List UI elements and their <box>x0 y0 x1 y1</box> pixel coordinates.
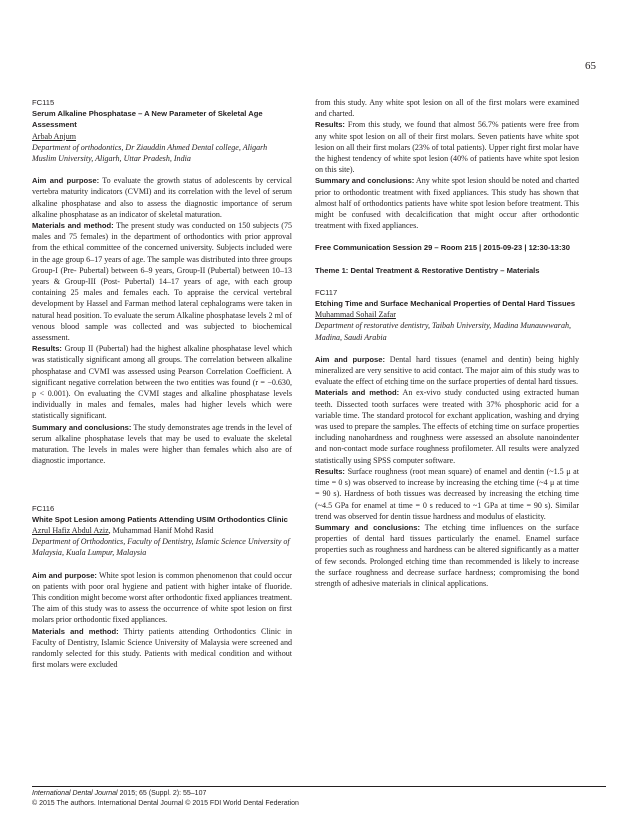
theme-heading: Theme 1: Dental Treatment & Restorative Dentistry – Materials <box>315 265 540 275</box>
summary-label: Summary and conclusions: <box>315 176 415 186</box>
summary-label: Summary and conclusions: <box>315 522 420 532</box>
abstract-fc116 <box>32 503 292 671</box>
abstract-summary <box>32 422 292 467</box>
page-number: 65 <box>585 60 596 72</box>
left-column <box>32 97 292 670</box>
summary-text: The etching time influences on the surface properties of dental hard tissues particularly the enamel. Enamel surface properties such as roughness and hardness can be altered significantly as a matter of few seconds. Prolonged etching time than recommended is likely to increase the surface roughness and decrease surface hardness; compromising the bond strength of adhesive materials in clinical applications. <box>315 522 580 588</box>
abstract-affiliation: Department of restorative dentistry, Taibah University, Madina Munauwwarah, Madina, Saudi Arabia <box>315 321 572 342</box>
summary-text: Any white spot lesion should be noted and charted prior to orthodontic treatment with fixed appliances. This study has shown that almost half of orthodontics patients have white spot lesion before treatment. This might be confused with decalcification that might occur after orthodontic treatment with fixed appliances. <box>315 176 580 231</box>
author-others: , Muhammad Hanif Mohd Rasid <box>108 525 214 535</box>
results-label: Results: <box>315 120 345 130</box>
abstract-code: FC117 <box>315 287 338 297</box>
summary-label: Summary and conclusions: <box>32 422 132 432</box>
abstract-code: FC115 <box>32 98 55 107</box>
abstract-authors: Arbab Anjum <box>32 131 77 141</box>
abstract-title: White Spot Lesion among Patients Attending USIM Orthodontics Clinic <box>32 514 288 524</box>
aim-label: Aim and purpose: <box>315 354 386 364</box>
results-label: Results: <box>32 344 62 354</box>
abstract-methods <box>32 626 292 671</box>
methods-text: An ex-vivo study conducted using extracted human teeth. Dissected tooth surfaces were treated with 37% phosphoric acid for a variable time. The standard protocol for exchant application, washing and drying was used to prepare the samples. The effects of etching time on surface properties including nanohardness and roughness were assessed an absolute nanoindenter and non-contact mode surface roughness profilometer. All results were analyzed statistically using SPSS computer software. <box>315 388 579 465</box>
abstract-fc115 <box>32 97 292 467</box>
abstract-authors <box>32 525 292 536</box>
abstract-aim <box>315 354 579 388</box>
methods-text: The present study was conducted on 150 subjects (75 males and 75 females) in the department of orthodontics with prior approval from the ethical committee of the concerned university. Subjects included were in the age group 6–17 years of age. The sample was distributed into three groups Group-I (Pre- Pubertal) between 6–9 years, Group-II (Pubertal) between 10–13 years & Group-III (Post- Pubertal) 14–17 years of age, with each group containing 25 males and females each. To appraise the cervical vertebral development by Hassel and Farman method lateral cephalograms were taken in natural head position. To evaluate the serum Alkaline phosphatase levels 2 ml of venous blood sample was collected and was subjected to biochemical assessment. <box>32 221 292 343</box>
aim-text: Dental hard tissues (enamel and dentin) being highly mineralized are very sensitive to acid contact. The major aim of this study was to evaluate the effect of etching time on the surface properties of dental hard tissues. <box>315 354 579 387</box>
author-presenting: Azrul Hafiz Abdul Aziz <box>32 525 109 535</box>
abstract-authors: Muhammad Sohail Zafar <box>315 310 396 320</box>
journal-citation <box>32 789 606 799</box>
journal-name: International Dental Journal <box>32 790 118 797</box>
aim-label: Aim and purpose: <box>32 570 97 580</box>
summary-text: The study demonstrates age trends in the level of serum alkaline phosphatase levels that may be used to evaluate the skeletal maturation. The levels in males were higher than females which also are of diagnostic importance. <box>32 422 292 466</box>
abstract-fc117 <box>315 287 579 589</box>
abstract-affiliation: Department of Orthodontics, Faculty of Dentistry, Islamic Science University of Malaysia, Kuala Lumpur, Malaysia <box>32 537 290 558</box>
abstract-title: Etching Time and Surface Mechanical Properties of Dental Hard Tissues <box>315 299 576 309</box>
right-column <box>315 97 579 589</box>
methods-label: Materials and method: <box>32 626 119 636</box>
methods-label: Materials and method: <box>315 388 400 398</box>
abstract-results <box>315 466 579 522</box>
abstract-continuation: from this study. Any white spot lesion on all of the first molars were examined and charted. <box>315 98 579 119</box>
aim-label: Aim and purpose: <box>32 176 100 186</box>
aim-text: White spot lesion is common phenomenon that could occur on patients with poor oral hygiene and patient with higher intake of fluoride. This condition might become worst after orthodontic fixed appliances treatment. The aim of this study was to assess the occurrence of white spot lesion on first molars prior orthodontic fixed appliances. <box>32 570 292 625</box>
abstract-aim <box>32 175 292 220</box>
abstract-code: FC116 <box>32 503 55 513</box>
abstract-aim <box>32 570 292 626</box>
results-text: Group II (Pubertal) had the highest alkaline phosphatase level which was statistically significant among all groups. The correlation between alkaline phosphatase and CVMI was assessed using Pearson Correlation Coefficient. A significant negative correlation between the two entities was found (r = −0.630, p < 0.001). On evaluating the CVMI stages and alkaline phosphatase levels individually in males and females, males had higher levels which were statistically significant. <box>32 344 292 421</box>
abstract-results <box>32 343 292 421</box>
page-footer <box>32 786 606 809</box>
abstract-methods <box>32 220 292 343</box>
abstract-title: Serum Alkaline Phosphatase – A New Parameter of Skeletal Age Assessment <box>32 109 263 130</box>
session-heading: Free Communication Session 29 – Room 215 | 2015-09-23 | 12:30-13:30 <box>315 243 570 253</box>
copyright-notice: © 2015 The authors. International Dental Journal © 2015 FDI World Dental Federation <box>32 800 299 807</box>
methods-label: Materials and method: <box>32 221 114 231</box>
abstract-affiliation: Department of orthodontics, Dr Ziauddin Ahmed Dental college, Aligarh Muslim University, Aligarh, Uttar Pradesh, India <box>32 142 268 164</box>
aim-text: To evaluate the growth status of adolescents by cervical vertebra maturity indicators (CVMI) and its correlation with the level of serum alkaline phosphatase and also to assess the diagnostic importance of serum alkaline phosphatase as an indicator of skeletal maturation. <box>32 176 292 219</box>
abstract-results <box>315 119 579 175</box>
abstract-summary <box>315 175 579 231</box>
results-label: Results: <box>315 466 345 476</box>
methods-text: Thirty patients attending Orthodontics Clinic in Faculty of Dentistry, Islamic Science University of Malaysia were screened and randomly selected for this study. Patients with medical condition and without first molars were excluded <box>32 626 292 670</box>
results-text: Surface roughness (root mean square) of enamel and dentin (~1.5 μ at time = 0 s) was observed to increase by increasing the etching time (~4 μ at time = 90 s). Hardness of both tissues was decreased by increasing the etching time (~4.5 GPa for enamel at time = 0 s reduced to ~1 GPa at time = 90 s). Similar trend was observed for dentin tissue hardness and modulus of elasticity. <box>315 466 579 521</box>
journal-issue: 2015; 65 (Suppl. 2): 55–107 <box>117 790 207 797</box>
results-text: From this study, we found that almost 56.7% patients were free from any white spot lesion on all of their first molars. Seven patients have white spot lesion on all their first molars (23% of total patients). Upper right first molar have the highest tendency of white spot lesion (40% of patients have white spot lesion on this site). <box>315 120 579 175</box>
abstract-summary <box>315 522 579 589</box>
abstract-methods <box>315 387 579 465</box>
